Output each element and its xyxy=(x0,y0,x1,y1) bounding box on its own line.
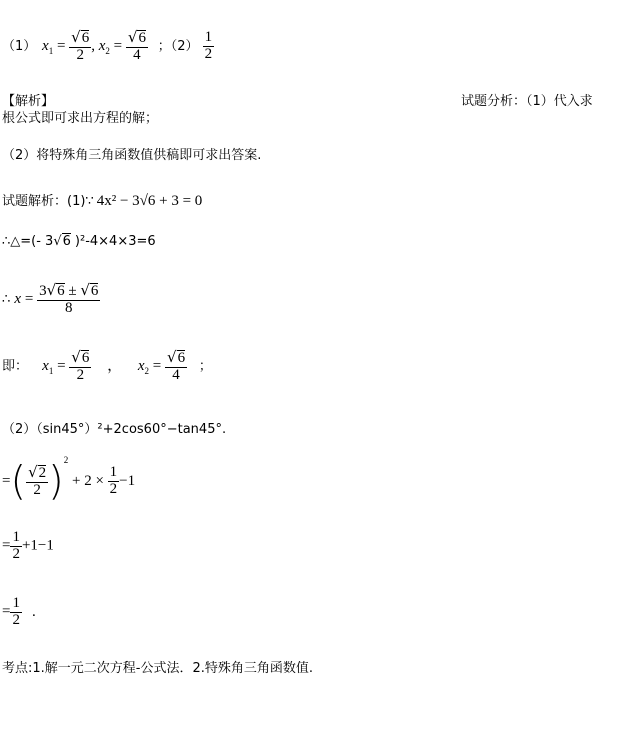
x-formula xyxy=(14,281,100,316)
x-formula-line xyxy=(2,283,100,317)
fraction-one-half xyxy=(10,596,22,629)
solution-line1 xyxy=(2,190,202,210)
answer-part1-label: （1） xyxy=(2,39,37,55)
kaodian-text: 1.解一元二次方程-公式法．2.特殊角三角函数值. xyxy=(32,661,314,676)
denominator: 8 xyxy=(64,299,73,316)
left-paren: ( xyxy=(10,458,27,505)
numerator: 1 xyxy=(109,464,118,481)
equals-sign: = xyxy=(56,38,66,55)
fraction-sqrt6-over-4: $\frac{√6}{4}$ xyxy=(167,348,186,383)
equals-sign: = xyxy=(24,291,34,308)
ji-label: 即： xyxy=(2,359,29,375)
delta-prefix: ∴△=(- 3 xyxy=(2,234,54,249)
x-var: x xyxy=(14,291,22,308)
denominator: 2 xyxy=(33,481,41,498)
fraction-sqrt6-over-2: $\frac{√6}{2}$ xyxy=(71,348,90,383)
sqrt-symbol: √ xyxy=(53,234,62,249)
x2-sub: 2 xyxy=(144,366,150,377)
x2-sub: 2 xyxy=(105,46,110,57)
part2-line: （2）（sin45°）²+2cos60°−tan45°. xyxy=(2,422,227,437)
analysis-line2: 根公式即可求出方程的解； xyxy=(2,111,159,126)
plus-minus: ± xyxy=(68,283,77,299)
quadratic-fraction: $\frac{3√6 \pm √6}{8}$ xyxy=(39,281,99,316)
denominator: 2 xyxy=(204,46,213,63)
roots-line xyxy=(2,350,212,384)
analysis-line3: （2）将特殊角三角函数值供稿即可求出答案. xyxy=(2,148,262,163)
radicand: 2 xyxy=(38,464,47,481)
answer-part2-label: （2） xyxy=(170,39,199,55)
x1-sub: 1 xyxy=(48,46,54,57)
equation-1: 4x² − 3√6 + 3 = 0 xyxy=(96,193,203,209)
radicand: 6 xyxy=(81,30,90,46)
numerator: 1 xyxy=(12,529,20,545)
radicand: 6 xyxy=(62,234,71,249)
fraction-one-half xyxy=(203,30,215,63)
fraction-one-half xyxy=(108,465,120,498)
numerator: 1 xyxy=(12,595,20,611)
x2-var: x xyxy=(98,38,106,55)
semicolon: ； xyxy=(157,39,171,55)
analysis-header: 【解析】 xyxy=(2,94,55,109)
denominator: 2 xyxy=(76,46,84,63)
kaodian-line xyxy=(2,657,313,676)
coef: 3 xyxy=(39,283,47,299)
denominator: 2 xyxy=(76,366,85,383)
equals-sign: = xyxy=(152,358,162,375)
radicand: 6 xyxy=(81,350,90,366)
delta-line xyxy=(2,233,156,249)
step-b xyxy=(2,530,54,563)
equals-sign: = xyxy=(2,537,11,554)
plus-one-minus-one: +1−1 xyxy=(21,537,54,554)
denominator: 2 xyxy=(12,611,20,628)
x1-var: x xyxy=(42,38,49,55)
equals-sign: = xyxy=(113,38,123,55)
denominator: 4 xyxy=(172,366,180,383)
comma: , xyxy=(91,38,95,55)
fraction-one-half xyxy=(10,530,22,563)
equals-sign: = xyxy=(57,358,66,375)
x1-expr xyxy=(38,28,151,63)
period: . xyxy=(31,603,36,620)
because-symbol: ∵ xyxy=(85,194,94,209)
radicand: 6 xyxy=(138,30,146,46)
fraction-sqrt6-over-4: $\frac{√6}{4}$ xyxy=(127,28,146,63)
x2-var: x xyxy=(137,358,145,375)
delta-suffix: )²-4×4×3=6 xyxy=(74,234,156,249)
x1-sub: 1 xyxy=(48,366,54,377)
equals-sign: = xyxy=(2,473,11,489)
answer-line xyxy=(2,30,214,64)
fraction-sqrt2-over-2: $\frac{√2}{2}$ xyxy=(28,462,47,498)
solution-intro: 试题解析：(1) xyxy=(2,194,86,209)
therefore-symbol: ∴ xyxy=(2,292,11,308)
denominator: 4 xyxy=(133,46,141,63)
denominator: 2 xyxy=(12,545,20,562)
step-c xyxy=(2,596,36,629)
radicand: 6 xyxy=(177,350,186,366)
semicolon: ； xyxy=(198,359,212,375)
minus-one: −1 xyxy=(119,473,136,489)
plus-two-times: + 2 × xyxy=(72,473,108,489)
radicand: 6 xyxy=(57,283,65,299)
denominator: 2 xyxy=(109,481,118,498)
roots-expr xyxy=(42,348,191,383)
kaodian-label: 考点: xyxy=(2,661,33,676)
comma: ， xyxy=(107,358,123,375)
fraction-sqrt6-over-2: $\frac{√6}{2}$ xyxy=(71,28,90,63)
equals-sign: = xyxy=(2,603,11,620)
exponent: 2 xyxy=(63,455,69,465)
x1-var: x xyxy=(42,358,49,375)
right-paren: ) xyxy=(48,458,64,505)
radicand: 6 xyxy=(90,283,99,299)
analysis-right-text: 试题分析：（1）代入求 xyxy=(461,94,593,109)
numerator: 1 xyxy=(204,29,213,46)
step-a xyxy=(2,455,135,505)
